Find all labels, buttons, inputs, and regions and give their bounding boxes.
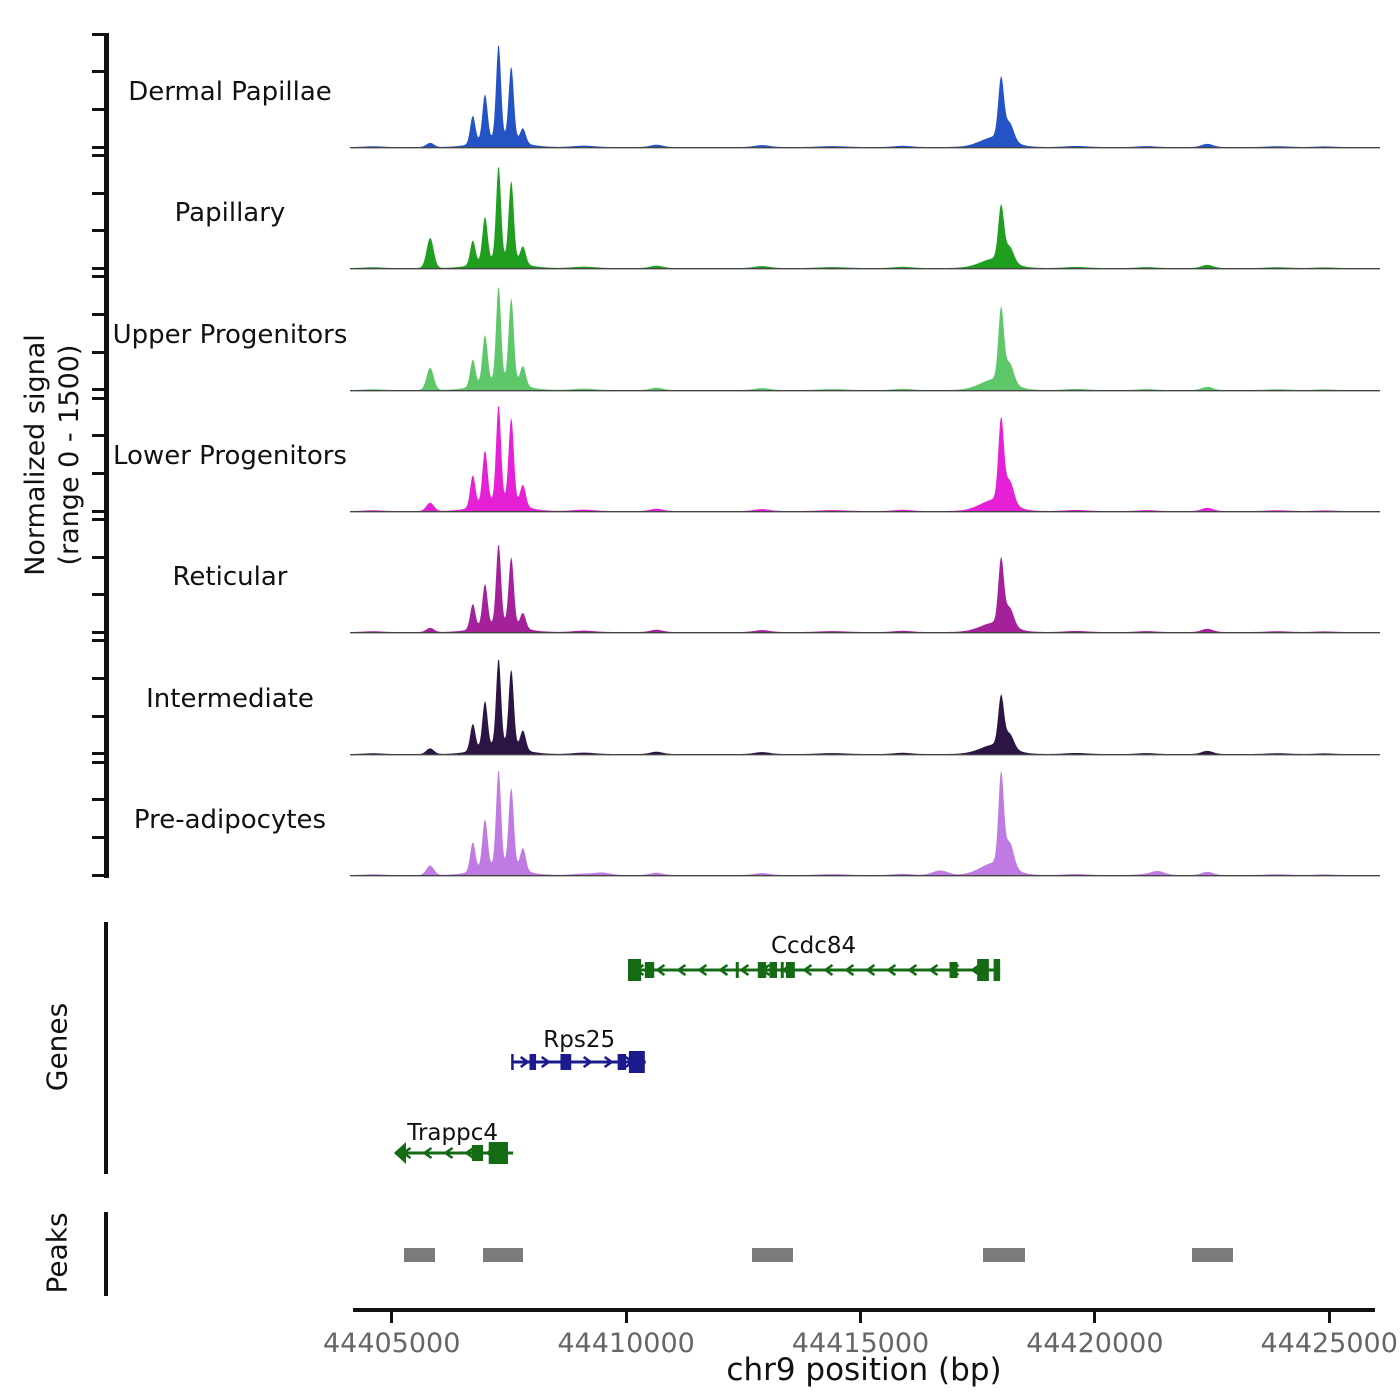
y-axis-tick	[92, 313, 105, 316]
gene-ccdc84	[628, 959, 1000, 981]
signal-area-5	[350, 659, 1380, 754]
peaks-axis-line	[104, 1212, 108, 1296]
x-axis-tick	[859, 1312, 862, 1323]
gene-exon	[736, 962, 739, 978]
signal-track-lower-progenitors	[350, 397, 1380, 513]
gene-exon	[472, 1145, 483, 1161]
signal-y-axis-label-line1: Normalized signal	[20, 334, 51, 576]
gene-label-ccdc84: Ccdc84	[770, 933, 857, 959]
peak-interval	[1192, 1248, 1233, 1262]
x-axis-tick-label: 44425000	[1260, 1328, 1398, 1359]
y-axis-tick	[92, 556, 105, 559]
y-axis-tick	[92, 518, 105, 521]
y-axis-tick	[92, 752, 105, 755]
signal-area-0	[350, 45, 1380, 147]
x-axis-tick-label: 44410000	[557, 1328, 695, 1359]
gene-exon	[629, 1051, 645, 1073]
peaks-section-label: Peaks	[40, 1212, 74, 1294]
peak-interval	[983, 1248, 1025, 1262]
y-axis-tick	[92, 146, 105, 149]
track-label-upper-progenitors: Upper Progenitors	[112, 320, 348, 350]
gene-rps25	[511, 1051, 646, 1073]
signal-area-1	[350, 167, 1380, 268]
x-axis-tick-label: 44405000	[322, 1328, 461, 1359]
y-axis-tick	[92, 761, 105, 764]
gene-exon	[560, 1054, 571, 1070]
y-axis-tick	[92, 192, 105, 195]
track-label-reticular: Reticular	[172, 562, 288, 592]
gene-terminal-arrow-icon	[394, 1142, 406, 1164]
signal-area-2	[350, 287, 1380, 390]
peak-interval	[752, 1248, 793, 1262]
gene-exon	[781, 962, 784, 978]
y-axis-tick	[92, 70, 105, 73]
signal-area-4	[350, 545, 1380, 632]
y-axis-tick	[92, 388, 105, 391]
gene-exon	[618, 1054, 626, 1070]
x-axis-tick	[390, 1312, 393, 1323]
signal-track-reticular	[350, 518, 1380, 634]
x-axis-tick-label: 44420000	[1026, 1328, 1164, 1359]
signal-track-papillary	[350, 154, 1380, 270]
track-label-dermal-papillae: Dermal Papillae	[128, 77, 332, 107]
signal-area-6	[350, 770, 1380, 875]
x-axis-tick	[1328, 1312, 1331, 1323]
x-axis-tick	[625, 1312, 628, 1323]
y-axis-tick	[92, 397, 105, 400]
x-axis-tick-label: 44415000	[791, 1328, 930, 1359]
gene-models	[350, 920, 1380, 1180]
gene-exon	[786, 962, 795, 978]
gene-exon	[994, 959, 1001, 981]
track-label-pre-adipocytes: Pre-adipocytes	[133, 805, 327, 835]
x-axis-tick	[1093, 1312, 1096, 1323]
gene-exon	[628, 959, 641, 981]
genes-axis-line	[104, 922, 108, 1174]
y-axis-tick	[92, 798, 105, 801]
y-axis-tick	[92, 267, 105, 270]
y-axis-tick	[92, 275, 105, 278]
gene-start-tick	[511, 1054, 514, 1070]
y-axis-tick	[92, 874, 105, 877]
track-label-lower-progenitors: Lower Progenitors	[113, 441, 347, 471]
gene-exon	[758, 962, 766, 978]
gene-exon	[645, 962, 654, 978]
y-axis-tick	[92, 154, 105, 157]
signal-track-intermediate	[350, 640, 1380, 756]
gene-label-trappc4: Trappc4	[407, 1120, 498, 1146]
signal-y-axis-label	[19, 334, 87, 576]
signal-track-pre-adipocytes	[350, 761, 1380, 877]
signal-y-axis-label-line2: (range 0 - 1500)	[54, 344, 85, 566]
y-axis-tick	[92, 677, 105, 680]
y-axis-tick	[92, 33, 105, 36]
x-axis-title: chr9 position (bp)	[726, 1352, 1002, 1388]
gene-label-rps25: Rps25	[543, 1027, 616, 1053]
x-axis-line	[353, 1308, 1375, 1312]
gene-exon	[950, 962, 958, 978]
y-axis-tick	[92, 631, 105, 634]
signal-track-dermal-papillae	[350, 33, 1380, 149]
signal-area-3	[350, 406, 1380, 511]
y-axis-tick	[92, 510, 105, 513]
peak-interval	[483, 1248, 524, 1262]
signal-track-upper-progenitors	[350, 276, 1380, 392]
track-label-intermediate: Intermediate	[146, 684, 314, 714]
gene-body-line	[628, 969, 1000, 972]
track-label-papillary: Papillary	[174, 198, 286, 228]
y-axis-tick	[92, 639, 105, 642]
y-axis-tick	[92, 434, 105, 437]
genes-section-label: Genes	[40, 1002, 74, 1092]
peak-interval	[404, 1248, 436, 1262]
gene-exon	[770, 962, 778, 978]
gene-exon	[977, 959, 989, 981]
gene-exon	[530, 1054, 537, 1070]
